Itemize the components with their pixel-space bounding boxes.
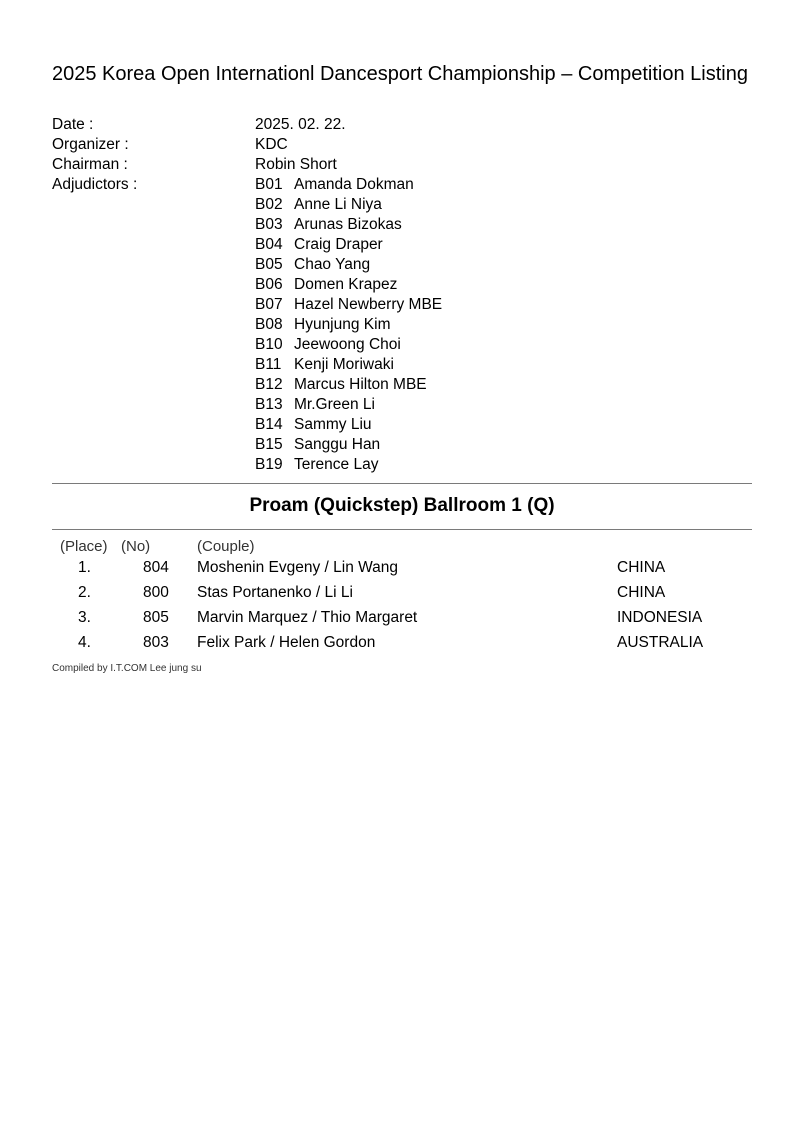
result-country: CHINA (617, 559, 666, 576)
info-label: Chairman : (52, 156, 128, 173)
adjudicator-name: Hazel Newberry MBE (294, 296, 443, 313)
adjudicator-item (255, 415, 372, 435)
adjudicator-item (255, 275, 397, 295)
adjudicator-item (255, 435, 380, 455)
adjudicator-item (255, 315, 391, 335)
adjudicator-code: B12 (255, 376, 283, 393)
adjudicator-name: Sanggu Han (294, 436, 381, 453)
adjudicator-code: B07 (255, 296, 283, 313)
adjudicator-name: Terence Lay (294, 456, 379, 473)
column-header-no: (No) (121, 538, 151, 555)
adjudicator-item (255, 175, 414, 195)
adjudicator-item (255, 355, 394, 375)
result-place: 2. (78, 584, 91, 601)
adjudicator-code: B14 (255, 416, 283, 433)
adjudicator-code: B13 (255, 396, 283, 413)
adjudicators-label: Adjudictors : (52, 176, 138, 193)
adjudicator-item (255, 375, 427, 395)
result-country: AUSTRALIA (617, 634, 704, 651)
adjudicator-code: B19 (255, 456, 283, 473)
adjudicator-code: B06 (255, 276, 283, 293)
adjudicator-name: Kenji Moriwaki (294, 356, 394, 373)
result-number: 800 (143, 584, 169, 601)
adjudicator-code: B04 (255, 236, 283, 253)
adjudicator-code: B02 (255, 196, 283, 213)
divider (52, 483, 752, 484)
adjudicator-code: B08 (255, 316, 283, 333)
adjudicator-name: Sammy Liu (294, 416, 372, 433)
adjudicator-item (255, 255, 370, 275)
adjudicator-code: B10 (255, 336, 283, 353)
adjudicator-name: Arunas Bizokas (294, 216, 402, 233)
adjudicator-code: B15 (255, 436, 283, 453)
adjudicator-name: Chao Yang (294, 256, 371, 273)
adjudicator-code: B05 (255, 256, 283, 273)
result-couple: Moshenin Evgeny / Lin Wang (197, 559, 399, 576)
result-place: 1. (78, 559, 91, 576)
adjudicator-item (255, 335, 401, 355)
footer-credit: Compiled by I.T.COM Lee jung su (52, 663, 202, 674)
adjudicator-item (255, 295, 442, 315)
result-number: 804 (143, 559, 169, 576)
info-label: Organizer : (52, 136, 129, 153)
event-title: Proam (Quickstep) Ballroom 1 (Q) (249, 495, 555, 516)
result-country: CHINA (617, 584, 666, 601)
result-country: INDONESIA (617, 609, 703, 626)
result-row (0, 558, 793, 583)
info-value: 2025. 02. 22. (255, 116, 346, 133)
adjudicator-name: Anne Li Niya (294, 196, 382, 213)
result-couple: Marvin Marquez / Thio Margaret (197, 609, 418, 626)
adjudicator-code: B11 (255, 356, 282, 373)
adjudicator-name: Domen Krapez (294, 276, 398, 293)
adjudicator-item (255, 395, 375, 415)
adjudicator-name: Hyunjung Kim (294, 316, 391, 333)
adjudicator-name: Amanda Dokman (294, 176, 414, 193)
result-couple: Stas Portanenko / Li Li (197, 584, 353, 601)
adjudicator-code: B03 (255, 216, 283, 233)
column-header-couple: (Couple) (197, 538, 255, 555)
info-value: KDC (255, 136, 288, 153)
adjudicator-code: B01 (255, 176, 283, 193)
page-title: 2025 Korea Open Internationl Dancesport Championship – Competition Listing (52, 63, 748, 85)
result-row (0, 633, 793, 658)
result-number: 805 (143, 609, 169, 626)
result-row (0, 583, 793, 608)
result-place: 3. (78, 609, 91, 626)
info-value: Robin Short (255, 156, 337, 173)
column-header-place: (Place) (60, 538, 108, 555)
adjudicator-name: Mr.Green Li (294, 396, 375, 413)
info-label: Date : (52, 116, 94, 133)
adjudicator-item (255, 195, 382, 215)
adjudicator-name: Marcus Hilton MBE (294, 376, 427, 393)
adjudicator-name: Jeewoong Choi (294, 336, 401, 353)
adjudicator-item (255, 455, 378, 475)
adjudicator-item (255, 235, 383, 255)
result-place: 4. (78, 634, 91, 651)
adjudicator-name: Craig Draper (294, 236, 383, 253)
result-couple: Felix Park / Helen Gordon (197, 634, 376, 651)
divider (52, 529, 752, 530)
adjudicator-item (255, 215, 402, 235)
result-row (0, 608, 793, 633)
result-number: 803 (143, 634, 169, 651)
